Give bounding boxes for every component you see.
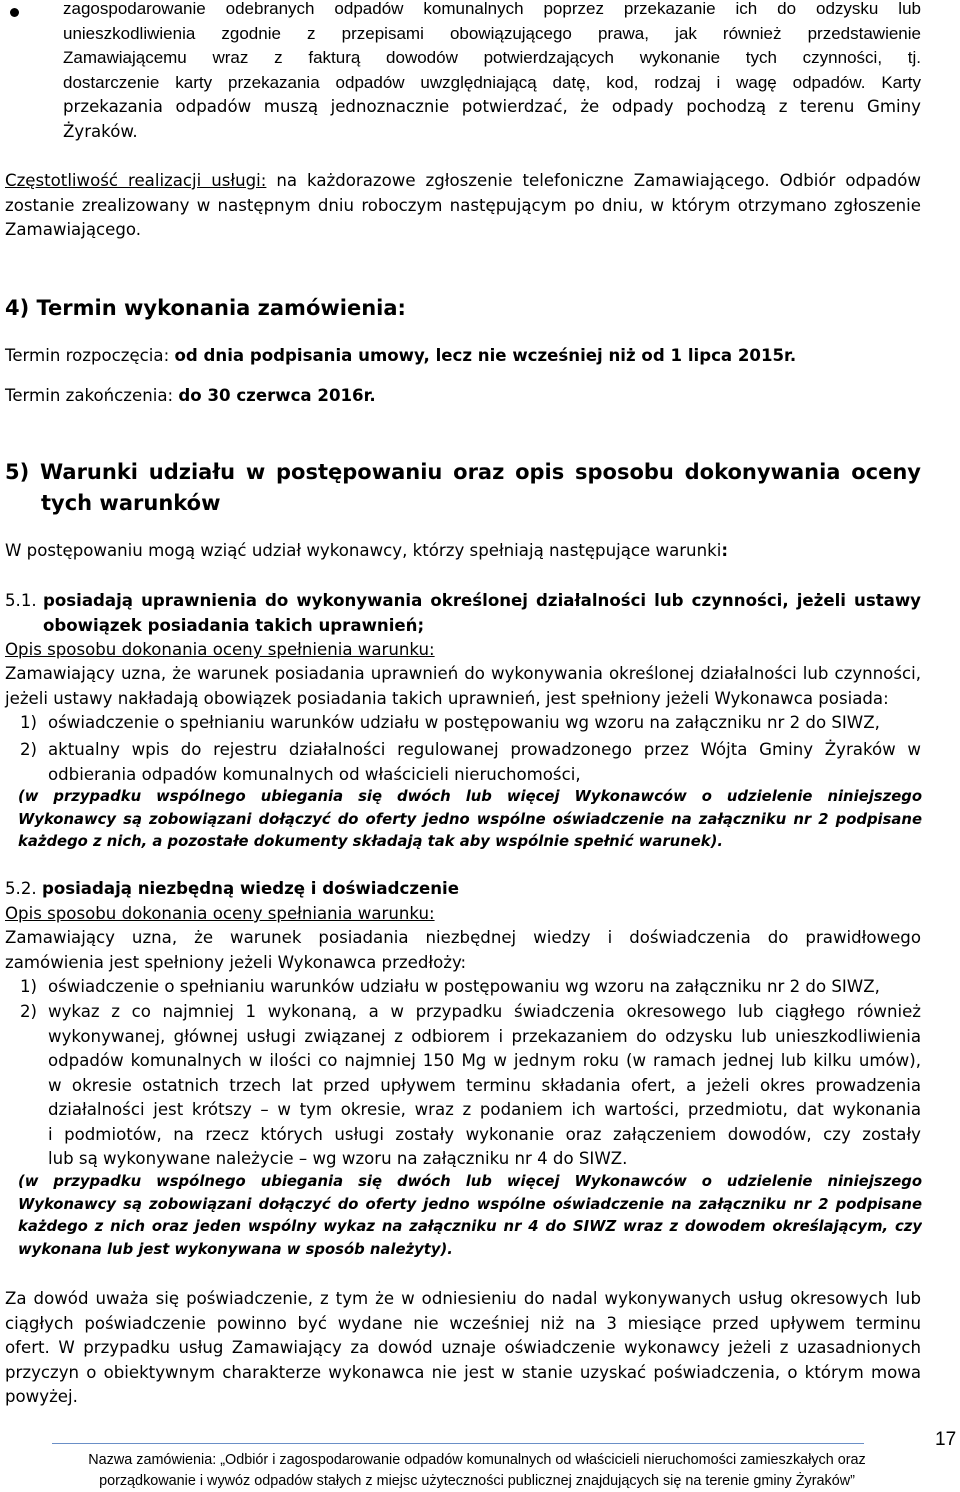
closing-line: Za dowód uważa się poświadczenie, z tym że w odniesieniu do nadal wykonywanych usług okresowych lub [5, 1289, 921, 1308]
note-line: (w przypadku wspólnego ubiegania się dwóch lub więcej Wykonawców o udzielenie niniejszego [18, 788, 922, 805]
term-start-label: Termin rozpoczęcia: [5, 346, 170, 365]
term-start [5, 344, 921, 369]
closing-line: powyżej. [5, 1387, 78, 1406]
note-line-text: każdego z nich, a pozostałe dokumenty składają tak aby wspólnie spełnić warunek). [18, 833, 723, 850]
bullet-line: dostarczenie karty przekazania odpadów uwzględniającą datę, kod, rodzaj i wagę odpadów. Karty [63, 72, 921, 92]
item-line: lub są wykonywane należycie – wg wzoru na załączniku nr 4 do SIWZ. [48, 1149, 628, 1168]
item-line: i podmiotów, na rzecz których usługi zostały wykonanie oraz załączeniem dowodów, czy zostały [48, 1124, 921, 1144]
item-line: wykaz z co najmniej 1 wykonaną, a w przypadku świadczenia okresowego lub ciągłego również [48, 1002, 921, 1021]
condition-5-2-number: 5.2. [5, 879, 37, 898]
condition-5-1-note [18, 786, 922, 854]
condition-5-1-title-line-1: posiadają uprawnienia do wykonywania określonej działalności lub czynności, jeżeli ustawy [43, 591, 921, 610]
bullet-paragraph [63, 0, 921, 144]
condition-5-1-opis-label [5, 638, 921, 663]
bullet-line: unieszkodliwienia zgodnie z przepisami obowiązującego prawa, jak również przedstawienie [63, 23, 921, 43]
condition-5-1-body-line-1: Zamawiający uzna, że warunek posiadania uprawnień do wykonywania określonej działalności lub czynności, [5, 664, 921, 683]
closing-paragraph [5, 1287, 921, 1410]
section-5-heading [5, 457, 921, 519]
note-line: wykonana lub jest wykonywana w sposób należyty). [18, 1240, 453, 1258]
condition-5-1-title-line-2: obowiązek posiadania takich uprawnień; [43, 615, 425, 635]
footer-line-1: Nazwa zamówienia: „Odbiór i zagospodarowanie odpadów komunalnych od właścicieli nieruchomości zamieszkałych oraz [88, 1452, 866, 1468]
condition-5-2-item-2 [5, 1000, 921, 1172]
section-5-intro-colon: : [721, 541, 728, 560]
item-line: wykonywanej, głównej usługi związanej z odbiorem i przekazaniem do odzysku lub unieszkodliwienia [48, 1026, 921, 1046]
item-line: aktualny wpis do rejestru działalności regulowanej prowadzonego przez Wójta Gminy Żyraków w [48, 740, 921, 759]
closing-line: ciągłych poświadczenie powinno być wydane nie wcześniej niż na 3 miesiące przed upływem terminu [5, 1313, 921, 1333]
frequency-paragraph [5, 169, 921, 243]
frequency-text: na każdorazowe zgłoszenie telefoniczne Zamawiającego. Odbiór odpadów [276, 171, 921, 190]
opis-label-text: Opis sposobu dokonania oceny spełniania warunku: [5, 904, 435, 923]
section-5-intro [5, 539, 921, 564]
frequency-line-2: zostanie zrealizowany w następnym dniu roboczym następującym po dniu, w którym otrzymano zgłoszenie [5, 195, 921, 215]
item-number: 2) [20, 1002, 38, 1021]
condition-5-2-note [18, 1171, 922, 1261]
item-text [48, 1000, 921, 1172]
bullet-item [0, 0, 960, 150]
closing-line: ofert. W przypadku usług Zamawiający za dowód uznaje oświadczenie wykonawcy jeżeli z uzasadnionych [5, 1338, 921, 1357]
frequency-line-1 [5, 169, 921, 194]
note-line [18, 831, 922, 854]
condition-5-2-body-line-1: Zamawiający uzna, że warunek posiadania niezbędnej wiedzy i doświadczenia do prawidłowego [5, 928, 921, 947]
item-line: odbierania odpadów komunalnych od właścicieli nieruchomości, [48, 764, 581, 784]
note-line: Wykonawcy są zobowiązani dołączyć do oferty jedno wspólne oświadczenie na załączniku nr 2 podpisane [18, 1195, 922, 1213]
section-5-heading-line-1: 5) Warunki udziału w postępowaniu oraz opis sposobu dokonywania oceny [5, 460, 921, 484]
term-end [5, 384, 921, 409]
term-end-label: Termin zakończenia: [5, 386, 174, 405]
item-line: działalności jest krótszy – w tym okresie, wraz z podaniem ich wartości, przedmiotu, dat wykonania [48, 1100, 921, 1119]
section-4-heading: 4) Termin wykonania zamówienia: [5, 296, 406, 320]
item-text [48, 738, 921, 787]
bullet-line: Żyraków. [63, 121, 138, 141]
footer-divider [52, 1443, 864, 1444]
page-number: 17 [935, 1429, 957, 1450]
frequency-line-3: Zamawiającego. [5, 220, 141, 239]
footer-line-2: porządkowanie i wywóz odpadów stałych z miejsc użyteczności publicznej znajdujących się na terenie gminy Żyraków” [99, 1473, 855, 1489]
closing-line: przyczyn o obiektywnym charakterze wykonawca nie jest w stanie uzyskać poświadczenia, o którym mowa [5, 1362, 921, 1382]
condition-5-1-item-2 [5, 738, 921, 788]
term-end-value: do 30 czerwca 2016r. [178, 386, 376, 405]
condition-5-1-body-line-2: jeżeli ustawy nakładają obowiązek posiadania takich uprawnień, jest spełniony jeżeli Wykonawca posiada: [5, 688, 889, 708]
note-line: Wykonawcy są zobowiązani dołączyć do oferty jedno wspólne oświadczenie na załączniku nr 2 podpisane [18, 810, 922, 828]
condition-5-2-body [5, 926, 921, 975]
condition-5-1-item-1 [5, 711, 921, 736]
note-line: każdego z nich oraz jeden wspólny wykaz na załączniku nr 4 do SIWZ wraz z dowodem określającym, czy [18, 1218, 922, 1235]
item-number: 1) [20, 977, 38, 996]
section-5-heading-line-2: tych warunków [41, 491, 221, 515]
opis-label-text: Opis sposobu dokonania oceny spełnienia warunku: [5, 640, 435, 659]
section-5-intro-text: W postępowaniu mogą wziąć udział wykonawcy, którzy spełniają następujące warunki [5, 541, 722, 560]
bullet-line: Zamawiającemu wraz z fakturą dowodów potwierdzających wykonanie tych czynności, tj. [63, 48, 921, 67]
condition-5-2-body-line-2: zamówienia jest spełniony jeżeli Wykonawca przedłoży: [5, 952, 467, 972]
item-text: oświadczenie o spełnianiu warunków udziału w postępowaniu wg wzoru na załączniku nr 2 do SIWZ, [48, 713, 880, 732]
bullet-line: przekazania odpadów muszą jednoznacznie potwierdzać, że odpady pochodzą z terenu Gminy [63, 97, 921, 116]
bullet-icon [10, 8, 19, 17]
condition-5-2-title-text: posiadają niezbędną wiedzę i doświadczenie [41, 879, 460, 898]
condition-5-2-opis-label [5, 902, 921, 927]
item-line: odpadów komunalnych w ilości co najmniej 150 Mg w jednym roku (w ramach jednej lub kilku umów), [48, 1051, 921, 1070]
frequency-label: Częstotliwość realizacji usługi: [5, 171, 267, 190]
item-line: w okresie ostatnich trzech lat przed upływem terminu składania ofert, a jeżeli okres prowadzenia [48, 1075, 921, 1095]
item-number: 2) [20, 740, 38, 759]
bullet-line: zagospodarowanie odebranych odpadów komunalnych poprzez przekazanie ich do odzysku lub [63, 0, 921, 18]
note-line: (w przypadku wspólnego ubiegania się dwóch lub więcej Wykonawców o udzielenie niniejszego [18, 1173, 922, 1190]
condition-5-1-number: 5.1. [5, 591, 37, 610]
term-start-value: od dnia podpisania umowy, lecz nie wcześniej niż od 1 lipca 2015r. [174, 346, 797, 365]
condition-5-2-item-1 [5, 975, 921, 1000]
condition-5-2-title [5, 877, 921, 902]
item-number: 1) [20, 713, 38, 732]
condition-5-1-body [5, 662, 921, 711]
item-text: oświadczenie o spełnianiu warunków udziału w postępowaniu wg wzoru na załączniku nr 2 do SIWZ, [48, 977, 880, 996]
